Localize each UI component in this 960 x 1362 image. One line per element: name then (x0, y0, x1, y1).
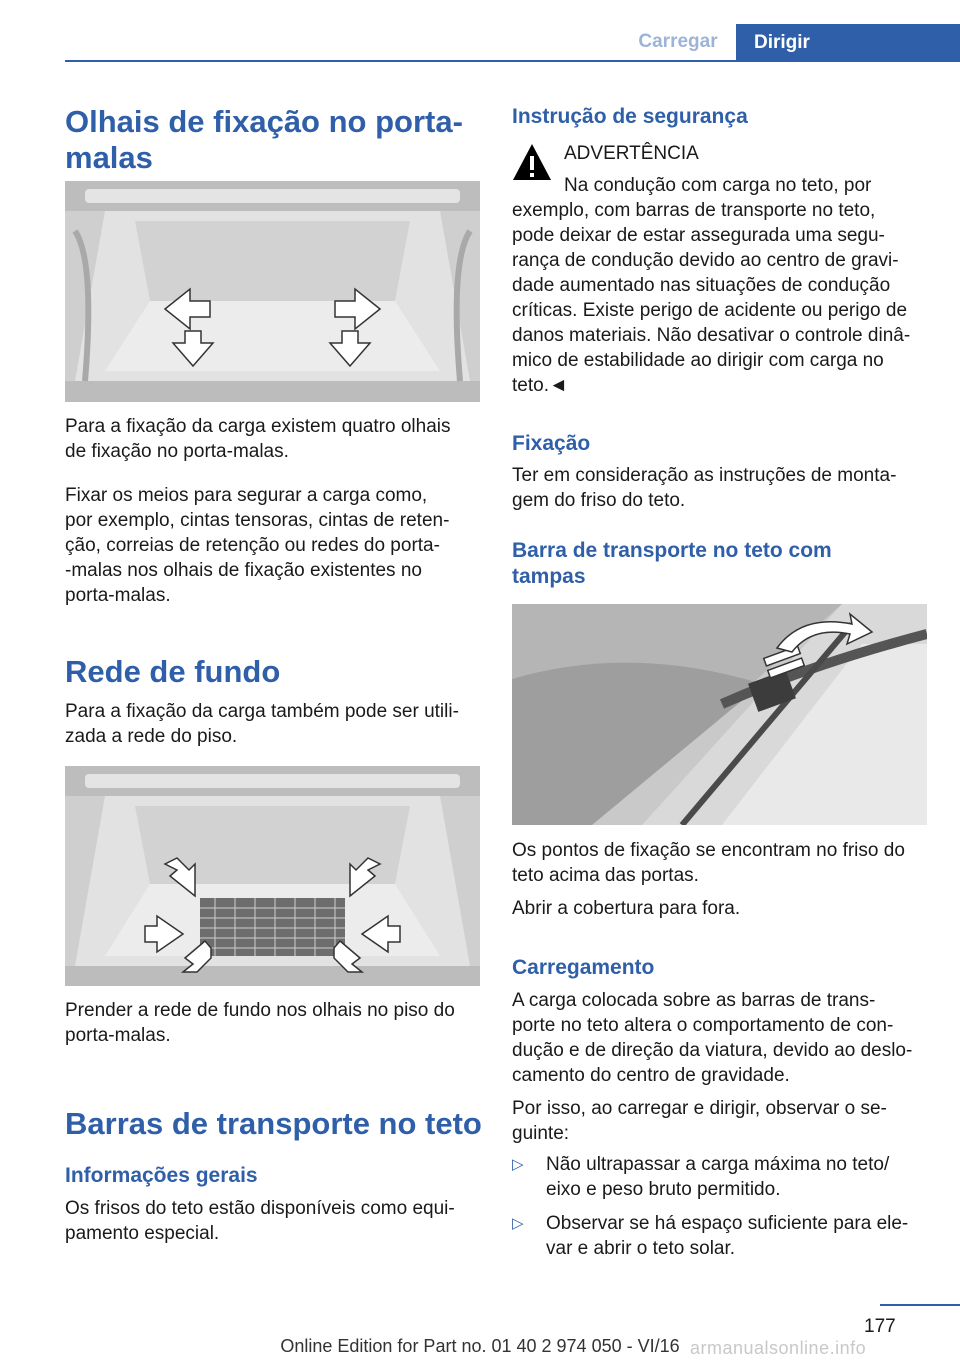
header-rule (65, 60, 960, 62)
warning-triangle-icon (512, 142, 552, 184)
footer-rule (880, 1304, 960, 1306)
warning-label: ADVERTÊNCIA (564, 143, 699, 164)
edition-footer: Online Edition for Part no. 01 40 2 974 050 - VI/16 (280, 1336, 680, 1356)
list-item: ▷ Não ultrapassar a carga máxima no teto/ eixo e peso bruto permitido. (512, 1154, 890, 1200)
bullet-list (512, 1152, 932, 1261)
subtitle-general-info: Informações gerais (65, 1164, 258, 1187)
loading-text: A carga colocada sobre as barras de trans‐ porte no teto altera o comportamento de con‐ dução e de direção da viatura, devido ao deslo‐ camento do centro de gravidade. (512, 990, 913, 1086)
subtitle-safety: Instrução de segurança (512, 105, 748, 128)
subtitle-fixation: Fixação (512, 432, 591, 455)
triangle-bullet-icon: ▷ (512, 1156, 524, 1173)
warning-first-line: Na condução com carga no teto, por (564, 175, 872, 196)
subtitle-loading: Carregamento (512, 956, 655, 979)
net-text: Para a fixação da carga também pode ser utili‐ zada a rede do piso. (65, 701, 459, 747)
roof-rail-photo (512, 604, 927, 825)
net-caption: Prender a rede de fundo nos olhais no piso do porta-malas. (65, 1000, 455, 1046)
page-number: 177 (864, 1316, 896, 1337)
observe-text: Por isso, ao carregar e dirigir, observar o se‐ guinte: (512, 1098, 887, 1144)
trunk-eyes-photo (65, 181, 480, 402)
floor-net-photo (65, 766, 480, 986)
section-title-net: Rede de fundo (65, 654, 281, 689)
fixation-text: Ter em consideração as instruções de monta‐ gem do friso do teto. (512, 465, 897, 511)
roof-rail-caption: Os pontos de fixação se encontram no friso do teto acima das portas. (512, 840, 905, 886)
trunk-eyes-text: Para a fixação da carga existem quatro olhais de fixação no porta-malas. (65, 416, 451, 462)
tab-dirigir[interactable]: Dirigir (736, 24, 960, 62)
section-title-roof-bars: Barras de transporte no teto (65, 1106, 482, 1141)
open-cover-text: Abrir a cobertura para fora. (512, 898, 741, 919)
tab-carregar[interactable]: Carregar (638, 31, 718, 52)
general-info-text: Os frisos do teto estão disponíveis como equi‐ pamento especial. (65, 1198, 455, 1244)
warning-text: exemplo, com barras de transporte no teto, pode deixar de estar assegurada uma segu‐ rança de condução devido ao centro de gravi‐ dade aumentado nas situações de condução críticas. Existe perigo de acidente ou perigo de danos materiais. Não desativar o controle dinâ‐ mico de estabilidade ao dirigir com carga no teto.◄ (512, 200, 911, 396)
list-item: ▷ Observar se há espaço suficiente para ele‐ var e abrir o teto solar. (512, 1213, 909, 1259)
triangle-bullet-icon: ▷ (512, 1215, 524, 1232)
watermark: armanualsonline.info (690, 1338, 867, 1358)
section-title-trunk-eyes: Olhais de fixação no porta- malas (65, 104, 463, 175)
trunk-eyes-instructions: Fixar os meios para segurar a carga como, por exemplo, cintas tensoras, cintas de reten‐ ção, correias de retenção ou redes do porta- -malas nos olhais de fixação existentes no porta-malas. (65, 485, 450, 606)
subtitle-roof-bar-covers: Barra de transporte no teto com tampas (512, 539, 832, 588)
